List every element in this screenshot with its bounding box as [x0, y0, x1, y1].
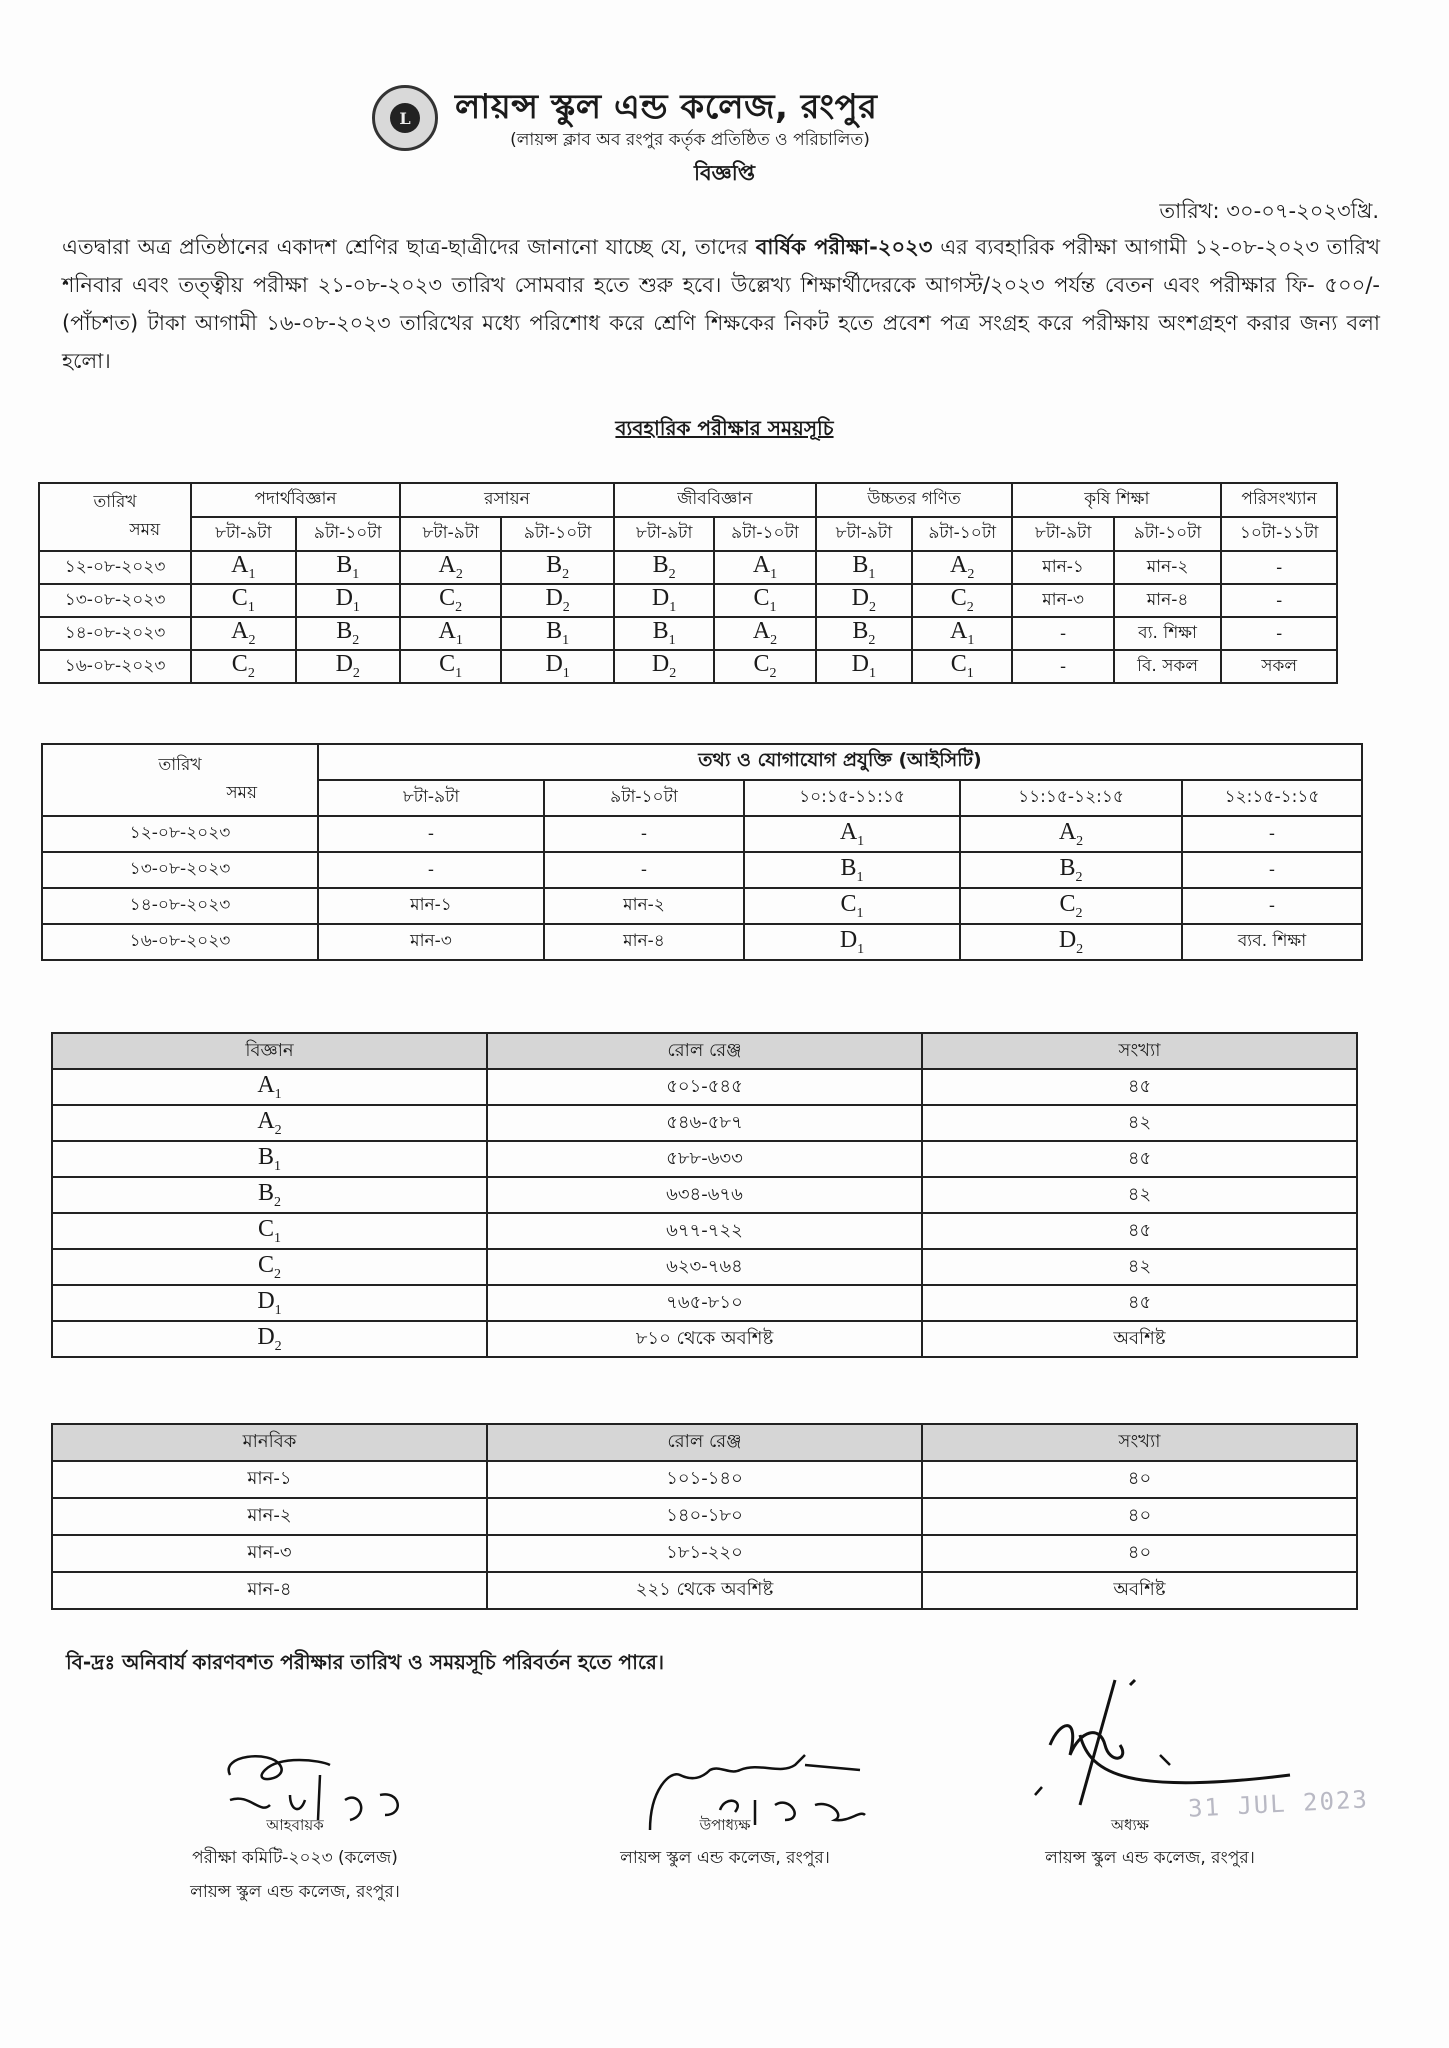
schedule-cell: ব্য. শিক্ষা	[1114, 617, 1222, 650]
subject-header: কৃষি শিক্ষা	[1012, 483, 1221, 517]
table-row	[52, 1177, 1357, 1213]
subject-header: রসায়ন	[400, 483, 614, 517]
table-row	[39, 551, 1337, 584]
time-slot: ১০টা-১১টা	[1221, 517, 1337, 551]
body-part-1: এতদ্বারা অত্র প্রতিষ্ঠানের একাদশ শ্রেণির ছাত্র-ছাত্রীদের জানানো যাচ্ছে যে, তাদের	[62, 235, 756, 259]
signature-block-vice-principal	[560, 1746, 890, 1873]
schedule-cell: -	[1182, 888, 1362, 924]
schedule-cell: $B_1$	[296, 551, 400, 584]
table-row	[52, 1321, 1357, 1357]
body-part-2: এর ব্যবহারিক পরীক্ষা আগামী ১২-০৮-২০২৩ তারিখ শনিবার এবং তত্ত্বীয় পরীক্ষা ২১-০৮-২০২৩ তারিখ সোমবার হতে শুরু হবে। উল্লেখ্য শিক্ষার্থীদেরকে আগস্ট/২০২৩ পর্যন্ত বেতন এবং পরীক্ষার ফি- ৫০০/- (পাঁচশত) টাকা আগামী ১৬-০৮-২০২৩ তারিখের মধ্যে পরিশোধ করে শ্রেণি শিক্ষকের নিকট হতে প্রবেশ পত্র সংগ্রহ করে পরীক্ষায় অংশগ্রহণ করার জন্য বলা হলো।	[62, 235, 1380, 373]
group-cell: $D_2$	[52, 1321, 487, 1357]
schedule-cell: $D_1$	[744, 924, 960, 960]
group-cell: $B_2$	[52, 1177, 487, 1213]
schedule-cell: মান-২	[1114, 551, 1222, 584]
col-header: সংখ্যা	[922, 1424, 1357, 1461]
table-header-row	[42, 744, 1362, 780]
col-header: রোল রেঞ্জ	[487, 1424, 922, 1461]
subject-header: পদার্থবিজ্ঞান	[191, 483, 400, 517]
group-cell: $A_1$	[52, 1069, 487, 1105]
table-row	[39, 650, 1337, 683]
schedule-cell: $A_2$	[714, 617, 815, 650]
humanities-group-body	[52, 1461, 1357, 1609]
subject-header: উচ্চতর গণিত	[816, 483, 1013, 517]
schedule-cell: $A_1$	[714, 551, 815, 584]
schedule-cell: -	[544, 816, 744, 852]
table-row	[52, 1105, 1357, 1141]
schedule-cell: $B_1$	[816, 551, 912, 584]
table-row	[42, 924, 1362, 960]
row-date: ১৩-০৮-২০২৩	[42, 852, 318, 888]
signatory-line-1: লায়ন্স স্কুল এন্ড কলেজ, রংপুর।	[620, 1848, 830, 1868]
roll-range-cell: ৬২৩-৭৬৪	[487, 1249, 922, 1285]
time-slot: ৯টা-১০টা	[544, 780, 744, 816]
roll-range-cell: ১০১-১৪০	[487, 1461, 922, 1498]
table-header-row	[52, 1424, 1357, 1461]
school-name: লায়ন্স স্কুল এন্ড কলেজ, রংপুর	[455, 87, 878, 127]
group-cell: $B_1$	[52, 1141, 487, 1177]
subject-header: পরিসংখ্যান	[1221, 483, 1337, 517]
time-slot: ৮টা-৯টা	[318, 780, 544, 816]
count-cell: ৪৫	[922, 1069, 1357, 1105]
count-cell: ৪২	[922, 1249, 1357, 1285]
schedule-cell: $D_1$	[501, 650, 614, 683]
count-cell: ৪৫	[922, 1141, 1357, 1177]
ict-schedule-table	[41, 743, 1363, 961]
roll-range-cell: ৬৭৭-৭২২	[487, 1213, 922, 1249]
row-date: ১২-০৮-২০২৩	[42, 816, 318, 852]
body-bold-exam: বার্ষিক পরীক্ষা-২০২৩	[755, 235, 933, 259]
practical-schedule-body	[39, 551, 1337, 683]
count-cell: ৪৫	[922, 1285, 1357, 1321]
humanities-group-table	[51, 1423, 1358, 1610]
schedule-cell: $C_2$	[714, 650, 815, 683]
date-stamp: 31 JUL 2023	[1187, 1785, 1370, 1823]
table-row	[52, 1285, 1357, 1321]
science-group-table	[51, 1032, 1358, 1358]
schedule-cell: $D_1$	[816, 650, 912, 683]
time-slot: ১১:১৫-১২:১৫	[960, 780, 1182, 816]
schedule-cell: মান-৪	[1114, 584, 1222, 617]
table-row	[39, 617, 1337, 650]
group-cell: মান-১	[52, 1461, 487, 1498]
schedule-cell: $B_2$	[960, 852, 1182, 888]
col-header: সংখ্যা	[922, 1033, 1357, 1069]
table-header-row	[39, 483, 1337, 517]
table-row	[52, 1069, 1357, 1105]
schedule-cell: $A_1$	[744, 816, 960, 852]
table-row	[52, 1572, 1357, 1609]
schedule-cell: মান-১	[1012, 551, 1113, 584]
science-group-body	[52, 1069, 1357, 1357]
schedule-cell: -	[1182, 852, 1362, 888]
group-cell: মান-৩	[52, 1535, 487, 1572]
schedule-cell: -	[544, 852, 744, 888]
group-cell: $A_2$	[52, 1105, 487, 1141]
col-header: বিজ্ঞান	[52, 1033, 487, 1069]
schedule-cell: $B_1$	[501, 617, 614, 650]
time-slot: ১০:১৫-১১:১৫	[744, 780, 960, 816]
count-cell: ৪০	[922, 1498, 1357, 1535]
table-row	[42, 816, 1362, 852]
schedule-cell: -	[1012, 617, 1113, 650]
roll-range-cell: ১৮১-২২০	[487, 1535, 922, 1572]
row-date: ১৬-০৮-২০২৩	[42, 924, 318, 960]
schedule-cell: $B_2$	[501, 551, 614, 584]
roll-range-cell: ১৪০-১৮০	[487, 1498, 922, 1535]
table-row	[52, 1535, 1357, 1572]
schedule-cell: -	[1182, 816, 1362, 852]
schedule-cell: মান-৪	[544, 924, 744, 960]
signatory-role: উপাধ্যক্ষ	[699, 1816, 751, 1834]
schedule-cell: $D_2$	[960, 924, 1182, 960]
signatory-role: আহবায়ক	[266, 1816, 324, 1834]
schedule-cell: $B_2$	[614, 551, 714, 584]
roll-range-cell: ৫৪৬-৫৮৭	[487, 1105, 922, 1141]
schedule-cell: $C_2$	[191, 650, 295, 683]
schedule-cell: $C_2$	[400, 584, 501, 617]
time-slot-row	[39, 517, 1337, 551]
practical-schedule-table	[38, 482, 1338, 684]
roll-range-cell: ৬৩৪-৬৭৬	[487, 1177, 922, 1213]
col-header: রোল রেঞ্জ	[487, 1033, 922, 1069]
table-row	[42, 852, 1362, 888]
schedule-cell: $D_2$	[501, 584, 614, 617]
schedule-cell: $C_1$	[912, 650, 1012, 683]
subject-header: জীববিজ্ঞান	[614, 483, 816, 517]
row-date: ১৬-০৮-২০২৩	[39, 650, 191, 683]
date-time-header: তারিখ সময়	[39, 483, 191, 551]
row-date: ১৪-০৮-২০২৩	[42, 888, 318, 924]
roll-range-cell: ২২১ থেকে অবশিষ্ট	[487, 1572, 922, 1609]
schedule-cell: $D_2$	[816, 584, 912, 617]
schedule-cell: $A_2$	[400, 551, 501, 584]
schedule-cell: $D_2$	[614, 650, 714, 683]
schedule-cell: $D_1$	[296, 584, 400, 617]
signature-block-principal	[990, 1700, 1310, 1873]
schedule-cell: $A_2$	[912, 551, 1012, 584]
schedule-cell: $C_2$	[912, 584, 1012, 617]
schedule-cell: $C_1$	[191, 584, 295, 617]
date-time-header: তারিখ সময়	[42, 744, 318, 816]
table-row	[52, 1461, 1357, 1498]
schedule-cell: $D_1$	[614, 584, 714, 617]
schedule-cell: $C_1$	[400, 650, 501, 683]
schedule-cell: $A_1$	[191, 551, 295, 584]
signatory-line-1: পরীক্ষা কমিটি-২০২৩ (কলেজ)	[192, 1848, 398, 1868]
schedule-cell: $B_1$	[614, 617, 714, 650]
schedule-cell: $A_1$	[912, 617, 1012, 650]
logo-letter: L	[390, 103, 420, 133]
schedule-cell: ব্যব. শিক্ষা	[1182, 924, 1362, 960]
roll-range-cell: ৭৬৫-৮১০	[487, 1285, 922, 1321]
schedule-cell: সকল	[1221, 650, 1337, 683]
table-header-row	[52, 1033, 1357, 1069]
group-cell: মান-৪	[52, 1572, 487, 1609]
signature-block-convener	[150, 1746, 440, 1907]
schedule-cell: মান-২	[544, 888, 744, 924]
count-cell: ৪২	[922, 1105, 1357, 1141]
schedule-cell: -	[318, 816, 544, 852]
table-row	[52, 1498, 1357, 1535]
time-slot: ৮টা-৯টা	[191, 517, 295, 551]
schedule-cell: $C_1$	[744, 888, 960, 924]
col-header: মানবিক	[52, 1424, 487, 1461]
count-cell: অবশিষ্ট	[922, 1321, 1357, 1357]
table-row	[52, 1213, 1357, 1249]
schedule-cell: $D_2$	[296, 650, 400, 683]
schedule-cell: $C_1$	[714, 584, 815, 617]
schedule-cell: -	[318, 852, 544, 888]
schedule-cell: $C_2$	[960, 888, 1182, 924]
schedule-cell: -	[1221, 584, 1337, 617]
schedule-cell: $A_2$	[960, 816, 1182, 852]
time-slot: ৯টা-১০টা	[501, 517, 614, 551]
count-cell: ৪০	[922, 1461, 1357, 1498]
ict-subject-header: তথ্য ও যোগাযোগ প্রযুক্তি (আইসিটি)	[318, 744, 1362, 780]
schedule-cell: -	[1012, 650, 1113, 683]
notice-date: তারিখ: ৩০-০৭-২০২৩খ্রি.	[1159, 199, 1379, 223]
signatory-line-2: লায়ন্স স্কুল এন্ড কলেজ, রংপুর।	[190, 1882, 400, 1902]
schedule-cell: $B_2$	[816, 617, 912, 650]
count-cell: ৪২	[922, 1177, 1357, 1213]
schedule-cell: $B_1$	[744, 852, 960, 888]
schedule-cell: $B_2$	[296, 617, 400, 650]
time-slot: ৮টা-৯টা	[400, 517, 501, 551]
schedule-cell: $A_1$	[400, 617, 501, 650]
schedule-cell: মান-৩	[1012, 584, 1113, 617]
table-row	[39, 584, 1337, 617]
schedule-cell: মান-১	[318, 888, 544, 924]
count-cell: অবশিষ্ট	[922, 1572, 1357, 1609]
schedule-cell: -	[1221, 551, 1337, 584]
footnote: বি-দ্রঃ অনিবার্য কারণবশত পরীক্ষার তারিখ ও সময়সূচি পরিবর্তন হতে পারে।	[66, 1650, 665, 1674]
row-date: ১৩-০৮-২০২৩	[39, 584, 191, 617]
signatory-role: অধ্যক্ষ	[1111, 1816, 1149, 1834]
time-slot: ৯টা-১০টা	[296, 517, 400, 551]
table-row	[52, 1249, 1357, 1285]
time-slot: ১২:১৫-১:১৫	[1182, 780, 1362, 816]
row-date: ১২-০৮-২০২৩	[39, 551, 191, 584]
time-slot: ৯টা-১০টা	[714, 517, 815, 551]
table-row	[42, 888, 1362, 924]
time-slot: ৮টা-৯টা	[816, 517, 912, 551]
table-row	[52, 1141, 1357, 1177]
time-slot: ৯টা-১০টা	[1114, 517, 1222, 551]
group-cell: $C_2$	[52, 1249, 487, 1285]
notice-title: বিজ্ঞপ্তি	[693, 161, 756, 185]
roll-range-cell: ৫৮৮-৬৩৩	[487, 1141, 922, 1177]
practical-schedule-title: ব্যবহারিক পরীক্ষার সময়সূচি	[615, 416, 834, 440]
group-cell: $D_1$	[52, 1285, 487, 1321]
group-cell: $C_1$	[52, 1213, 487, 1249]
time-slot: ৮টা-৯টা	[1012, 517, 1113, 551]
schedule-cell: -	[1221, 617, 1337, 650]
group-cell: মান-২	[52, 1498, 487, 1535]
signatory-line-1: লায়ন্স স্কুল এন্ড কলেজ, রংপুর।	[1045, 1848, 1255, 1868]
schedule-cell: মান-৩	[318, 924, 544, 960]
count-cell: ৪০	[922, 1535, 1357, 1572]
roll-range-cell: ৮১০ থেকে অবশিষ্ট	[487, 1321, 922, 1357]
schedule-cell: বি. সকল	[1114, 650, 1222, 683]
school-subtitle: (লায়ন্স ক্লাব অব রংপুর কর্তৃক প্রতিষ্ঠিত ও পরিচালিত)	[510, 130, 870, 150]
roll-range-cell: ৫০১-৫৪৫	[487, 1069, 922, 1105]
ict-schedule-body	[42, 816, 1362, 960]
time-slot: ৮টা-৯টা	[614, 517, 714, 551]
notice-body	[62, 228, 1380, 380]
time-slot: ৯টা-১০টা	[912, 517, 1012, 551]
count-cell: ৪৫	[922, 1213, 1357, 1249]
schedule-cell: $A_2$	[191, 617, 295, 650]
row-date: ১৪-০৮-২০২৩	[39, 617, 191, 650]
